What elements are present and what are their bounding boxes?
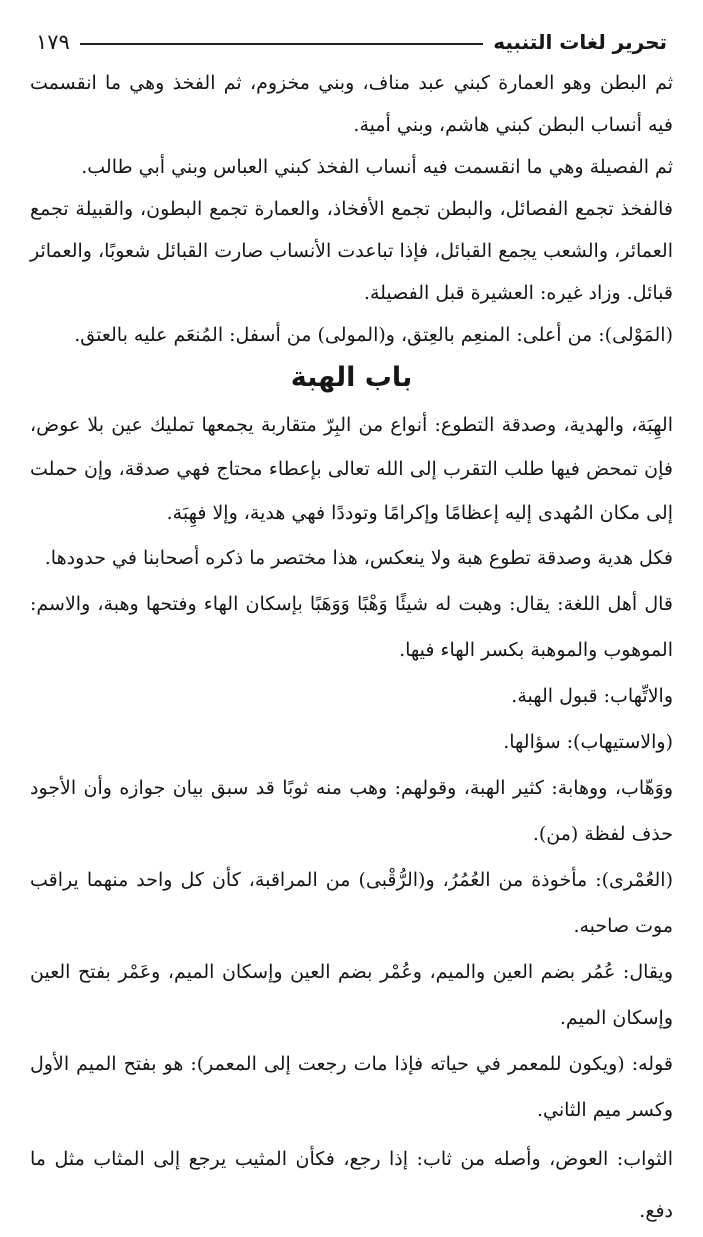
paragraph: (العُمْرى): مأخوذة من العُمُرُ، و(الرُّقْبى) من المراقبة، كأن كل واحد منهما يراقب موت صاحبه. <box>30 869 673 937</box>
paragraph: (والاستيهاب): سؤالها. <box>503 731 673 753</box>
section-heading: باب الهبة <box>290 362 413 393</box>
header-rule <box>80 43 483 45</box>
running-title: تحرير لغات التنبيه <box>493 30 667 54</box>
paragraph: فالفخذ تجمع الفصائل، والبطن تجمع الأفخاذ، والعمارة تجمع البطون، والقبيلة تجمع العمائر، والشعب يجمع القبائل، فإذا تباعدت الأنساب صارت القبائل شعوبًا، والعمائر قبائل. وزاد غيره: العشيرة قبل الفصيلة. <box>30 198 673 304</box>
paragraph: ثم البطن وهو العمارة كبني عبد مناف، وبني مخزوم، ثم الفخذ وهي ما انقسمت فيه أنساب البطن كبني هاشم، وبني أمية. <box>30 72 673 136</box>
paragraph: قوله: (ويكون للمعمر في حياته فإذا مات رجعت إلى المعمر): هو بفتح الميم الأول وكسر ميم الثاني. <box>30 1053 673 1121</box>
paragraph: ثم الفصيلة وهي ما انقسمت فيه أنساب الفخذ كبني العباس وبني أبي طالب. <box>81 156 673 178</box>
paragraph: والاتِّهاب: قبول الهبة. <box>511 685 673 707</box>
page-body <box>30 62 673 1237</box>
page-number: ١٧٩ <box>36 30 70 54</box>
running-header <box>36 24 667 60</box>
paragraph: قال أهل اللغة: يقال: وهبت له شيئًا وَهْبًا وَوَهَبًا بإسكان الهاء وفتحها وهبة، والاسم: الموهوب والموهبة بكسر الهاء فيها. <box>30 593 673 661</box>
paragraph: الهِبَة، والهدية، وصدقة التطوع: أنواع من البِرّ متقاربة يجمعها تمليك عين بلا عوض، فإن تمحض فيها طلب التقرب إلى الله تعالى بإعطاء محتاج فهي صدقة، وإن حملت إلى مكان المُهدى إليه إعظامًا وإكرامًا وتوددًا فهي هدية، وإلا فهِبَة. <box>30 414 673 524</box>
paragraph: ووَهّاب، ووهابة: كثير الهبة، وقولهم: وهب منه ثوبًا قد سبق بيان جوازه وأن الأجود حذف لفظة (من). <box>30 777 673 845</box>
paragraph: ويقال: عُمُر بضم العين والميم، وعُمْر بضم العين وإسكان الميم، وعَمْر بفتح العين وإسكان الميم. <box>30 961 673 1029</box>
paragraph: فكل هدية وصدقة تطوع هبة ولا ينعكس، هذا مختصر ما ذكره أصحابنا في حدودها. <box>44 547 673 569</box>
paragraph: (المَوْلى): من أعلى: المنعِم بالعِتق، و(المولى) من أسفل: المُنعَم عليه بالعتق. <box>74 324 673 346</box>
paragraph: الثواب: العوض، وأصله من ثاب: إذا رجع، فكأن المثيب يرجع إلى المثاب مثل ما دفع. <box>30 1148 673 1222</box>
